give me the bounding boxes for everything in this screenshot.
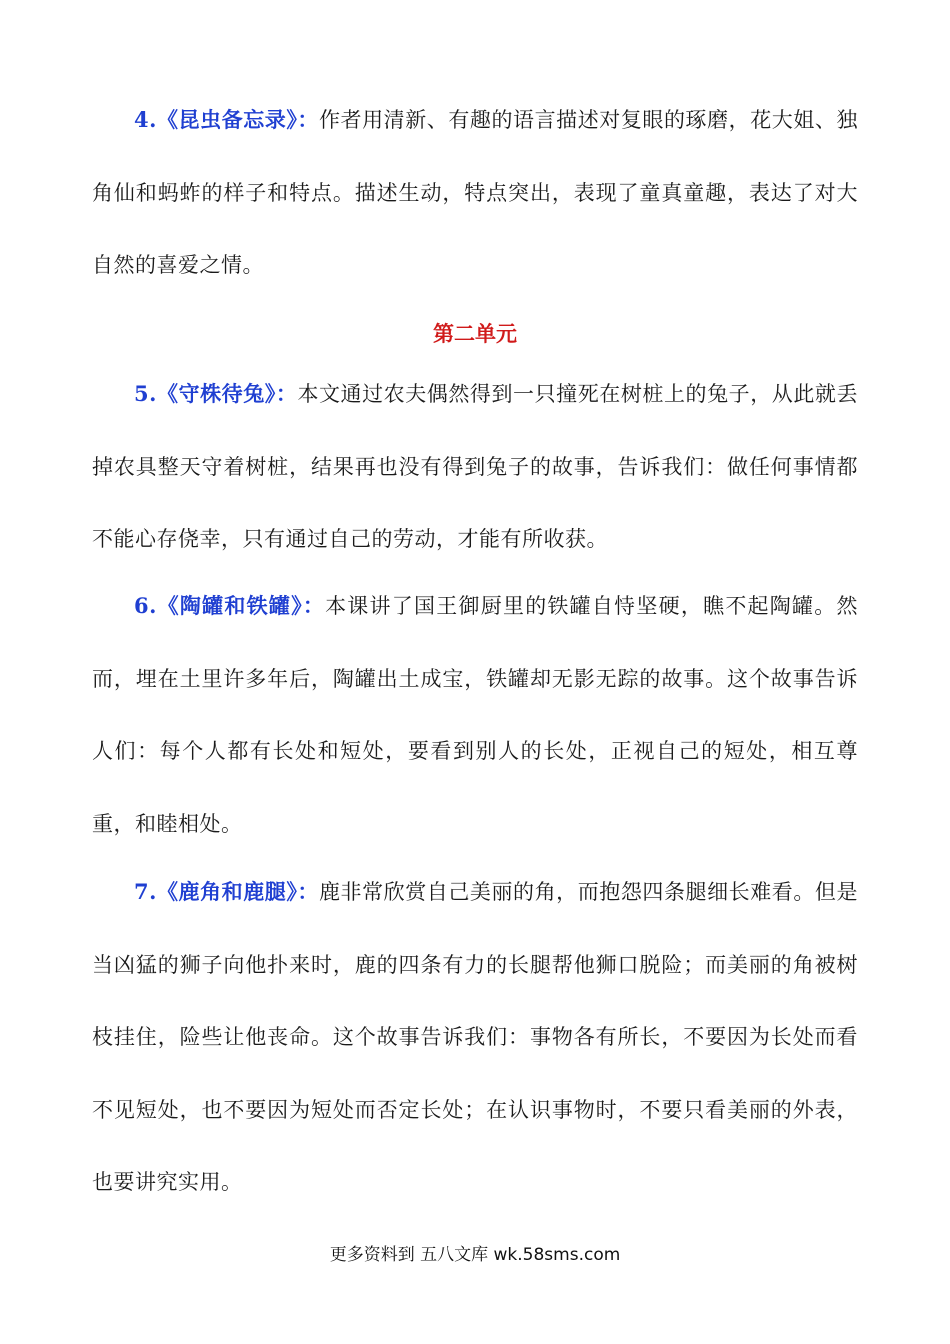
lesson-summary-6: 本课讲了国王御厨里的铁罐自恃坚硬，瞧不起陶罐。然而，埋在土里许多年后，陶罐出土成宝，铁罐却无影无踪的故事。这个故事告诉人们：每个人都有长处和短处，要看到别人的长处，正视自己的短处，相互尊重，和睦相处。 bbox=[92, 594, 858, 836]
lesson-title-4: 4.《昆虫备忘录》： bbox=[134, 107, 319, 132]
lesson-title-5: 5.《守株待兔》： bbox=[134, 381, 298, 406]
paragraph-7 bbox=[92, 856, 858, 1219]
lesson-title-6: 6.《陶罐和铁罐》： bbox=[134, 593, 326, 618]
section-heading: 第二单元 bbox=[433, 321, 517, 346]
lesson-summary-7: 鹿非常欣赏自己美丽的角，而抱怨四条腿细长难看。但是当凶猛的狮子向他扑来时，鹿的四条有力的长腿帮他狮口脱险；而美丽的角被树枝挂住，险些让他丧命。这个故事告诉我们：事物各有所长，不要因为长处而看不见短处，也不要因为短处而否定长处；在认识事物时，不要只看美丽的外表，也要讲究实用。 bbox=[92, 880, 858, 1194]
lesson-summary-4: 作者用清新、有趣的语言描述对复眼的琢磨，花大姐、独角仙和蚂蚱的样子和特点。描述生动，特点突出，表现了童真童趣，表达了对大自然的喜爱之情。 bbox=[92, 108, 858, 277]
paragraph-4 bbox=[92, 84, 858, 302]
paragraph-5 bbox=[92, 358, 858, 576]
lesson-title-7: 7.《鹿角和鹿腿》： bbox=[134, 879, 319, 904]
lesson-summary-5: 本文通过农夫偶然得到一只撞死在树桩上的兔子，从此就丢掉农具整天守着树桩，结果再也没有得到兔子的故事，告诉我们：做任何事情都不能心存侥幸，只有通过自己的劳动，才能有所收获。 bbox=[92, 382, 858, 551]
footer-watermark: 更多资料到 五八文库 wk.58sms.com bbox=[329, 1245, 621, 1265]
paragraph-6 bbox=[92, 570, 858, 860]
